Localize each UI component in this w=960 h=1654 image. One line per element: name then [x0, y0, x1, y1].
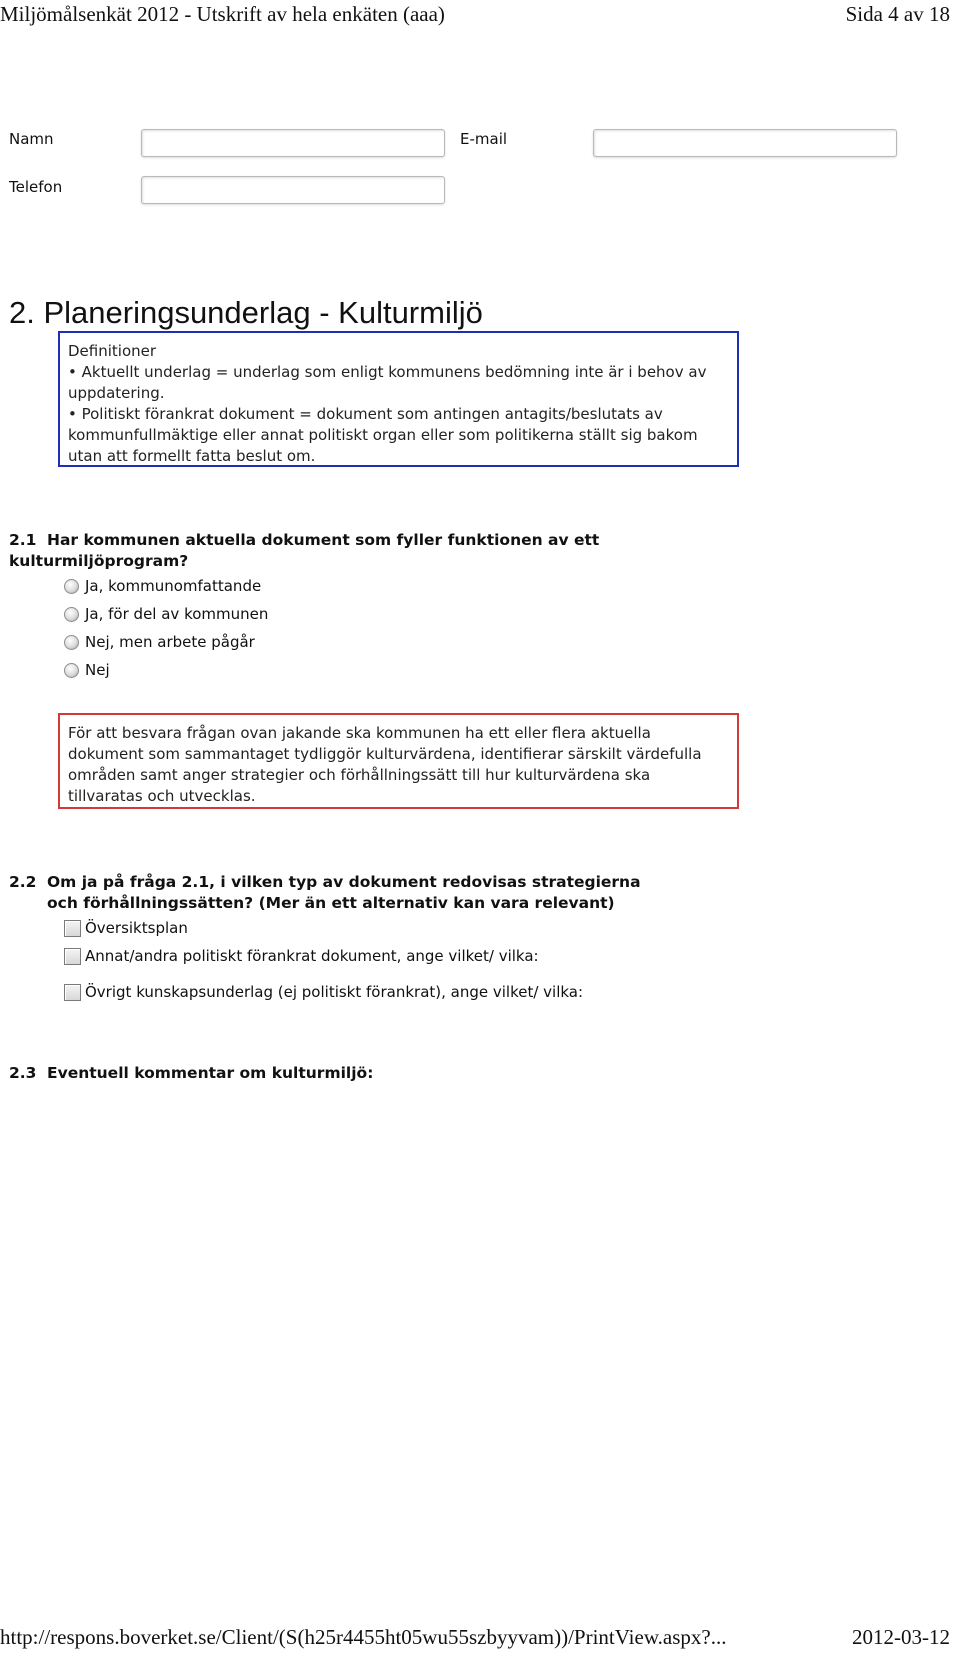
question-2-3	[9, 1063, 709, 1084]
definitions-heading: Definitioner	[68, 342, 157, 360]
question-2-2	[9, 872, 709, 914]
option-label: Ja, kommunomfattande	[85, 577, 262, 595]
phone-label: Telefon	[9, 178, 63, 196]
section-title: 2. Planeringsunderlag - Kulturmiljö	[9, 295, 483, 330]
checkbox-icon[interactable]	[64, 920, 81, 937]
print-header-title: Miljömålsenkät 2012 - Utskrift av hela enkäten (aaa)	[0, 2, 445, 26]
radio-icon[interactable]	[64, 663, 79, 678]
checkbox-icon[interactable]	[64, 948, 81, 965]
info-box	[58, 713, 739, 809]
question-2-1	[9, 530, 669, 572]
option-ovrigt-kunskapsunderlag[interactable]	[64, 983, 583, 1001]
email-label: E-mail	[460, 130, 508, 148]
option-oversiktsplan[interactable]	[64, 919, 188, 937]
option-label: Översiktsplan	[85, 919, 188, 937]
radio-icon[interactable]	[64, 607, 79, 622]
option-label: Ja, för del av kommunen	[85, 605, 269, 623]
print-header-page: Sida 4 av 18	[845, 2, 950, 26]
option-label: Övrigt kunskapsunderlag (ej politiskt förankrat), ange vilket/ vilka:	[85, 983, 584, 1001]
option-label: Nej, men arbete pågår	[85, 633, 255, 651]
question-text-line2: och förhållningssätten? (Mer än ett alternativ kan vara relevant)	[47, 894, 615, 912]
phone-field[interactable]	[141, 176, 445, 204]
question-number: 2.2	[9, 873, 37, 891]
question-text: Eventuell kommentar om kulturmiljö:	[47, 1064, 374, 1082]
option-annat-politiskt-dokument[interactable]	[64, 947, 539, 965]
option-nej-arbete-pagar[interactable]	[64, 633, 255, 651]
radio-icon[interactable]	[64, 579, 79, 594]
name-field[interactable]	[141, 129, 445, 157]
option-label: Nej	[85, 661, 110, 679]
question-number: 2.1	[9, 531, 37, 549]
print-footer-date: 2012-03-12	[852, 1625, 950, 1649]
radio-icon[interactable]	[64, 635, 79, 650]
definitions-line-political: • Politiskt förankrat dokument = dokument som antingen antagits/beslutats av kommunfullmäktige eller annat politiskt organ eller som politikerna ställt sig bakom utan att formellt fatta beslut om.	[68, 405, 698, 465]
checkbox-icon[interactable]	[64, 984, 81, 1001]
option-ja-kommunomfattande[interactable]	[64, 577, 261, 595]
print-footer-url: http://respons.boverket.se/Client/(S(h25r4455ht05wu55szbyyvam))/PrintView.aspx?...	[0, 1625, 727, 1649]
question-text-line1: Om ja på fråga 2.1, i vilken typ av dokument redovisas strategierna	[47, 873, 641, 891]
definitions-line-current: • Aktuellt underlag = underlag som enligt kommunens bedömning inte är i behov av uppdatering.	[68, 363, 707, 402]
email-field[interactable]	[593, 129, 897, 157]
option-ja-del-av-kommunen[interactable]	[64, 605, 268, 623]
option-nej[interactable]	[64, 661, 110, 679]
definitions-box	[58, 331, 739, 467]
question-text: Har kommunen aktuella dokument som fyller funktionen av ett kulturmiljöprogram?	[9, 531, 600, 570]
option-label: Annat/andra politiskt förankrat dokument, ange vilket/ vilka:	[85, 947, 539, 965]
name-label: Namn	[9, 130, 54, 148]
question-number: 2.3	[9, 1064, 37, 1082]
info-text: För att besvara frågan ovan jakande ska kommunen ha ett eller flera aktuella dokument som sammantaget tydliggör kulturvärdena, identifierar särskilt värdefulla områden samt anger strategier och förhållningssätt till hur kulturvärdena ska tillvaratas och utvecklas.	[68, 724, 702, 805]
